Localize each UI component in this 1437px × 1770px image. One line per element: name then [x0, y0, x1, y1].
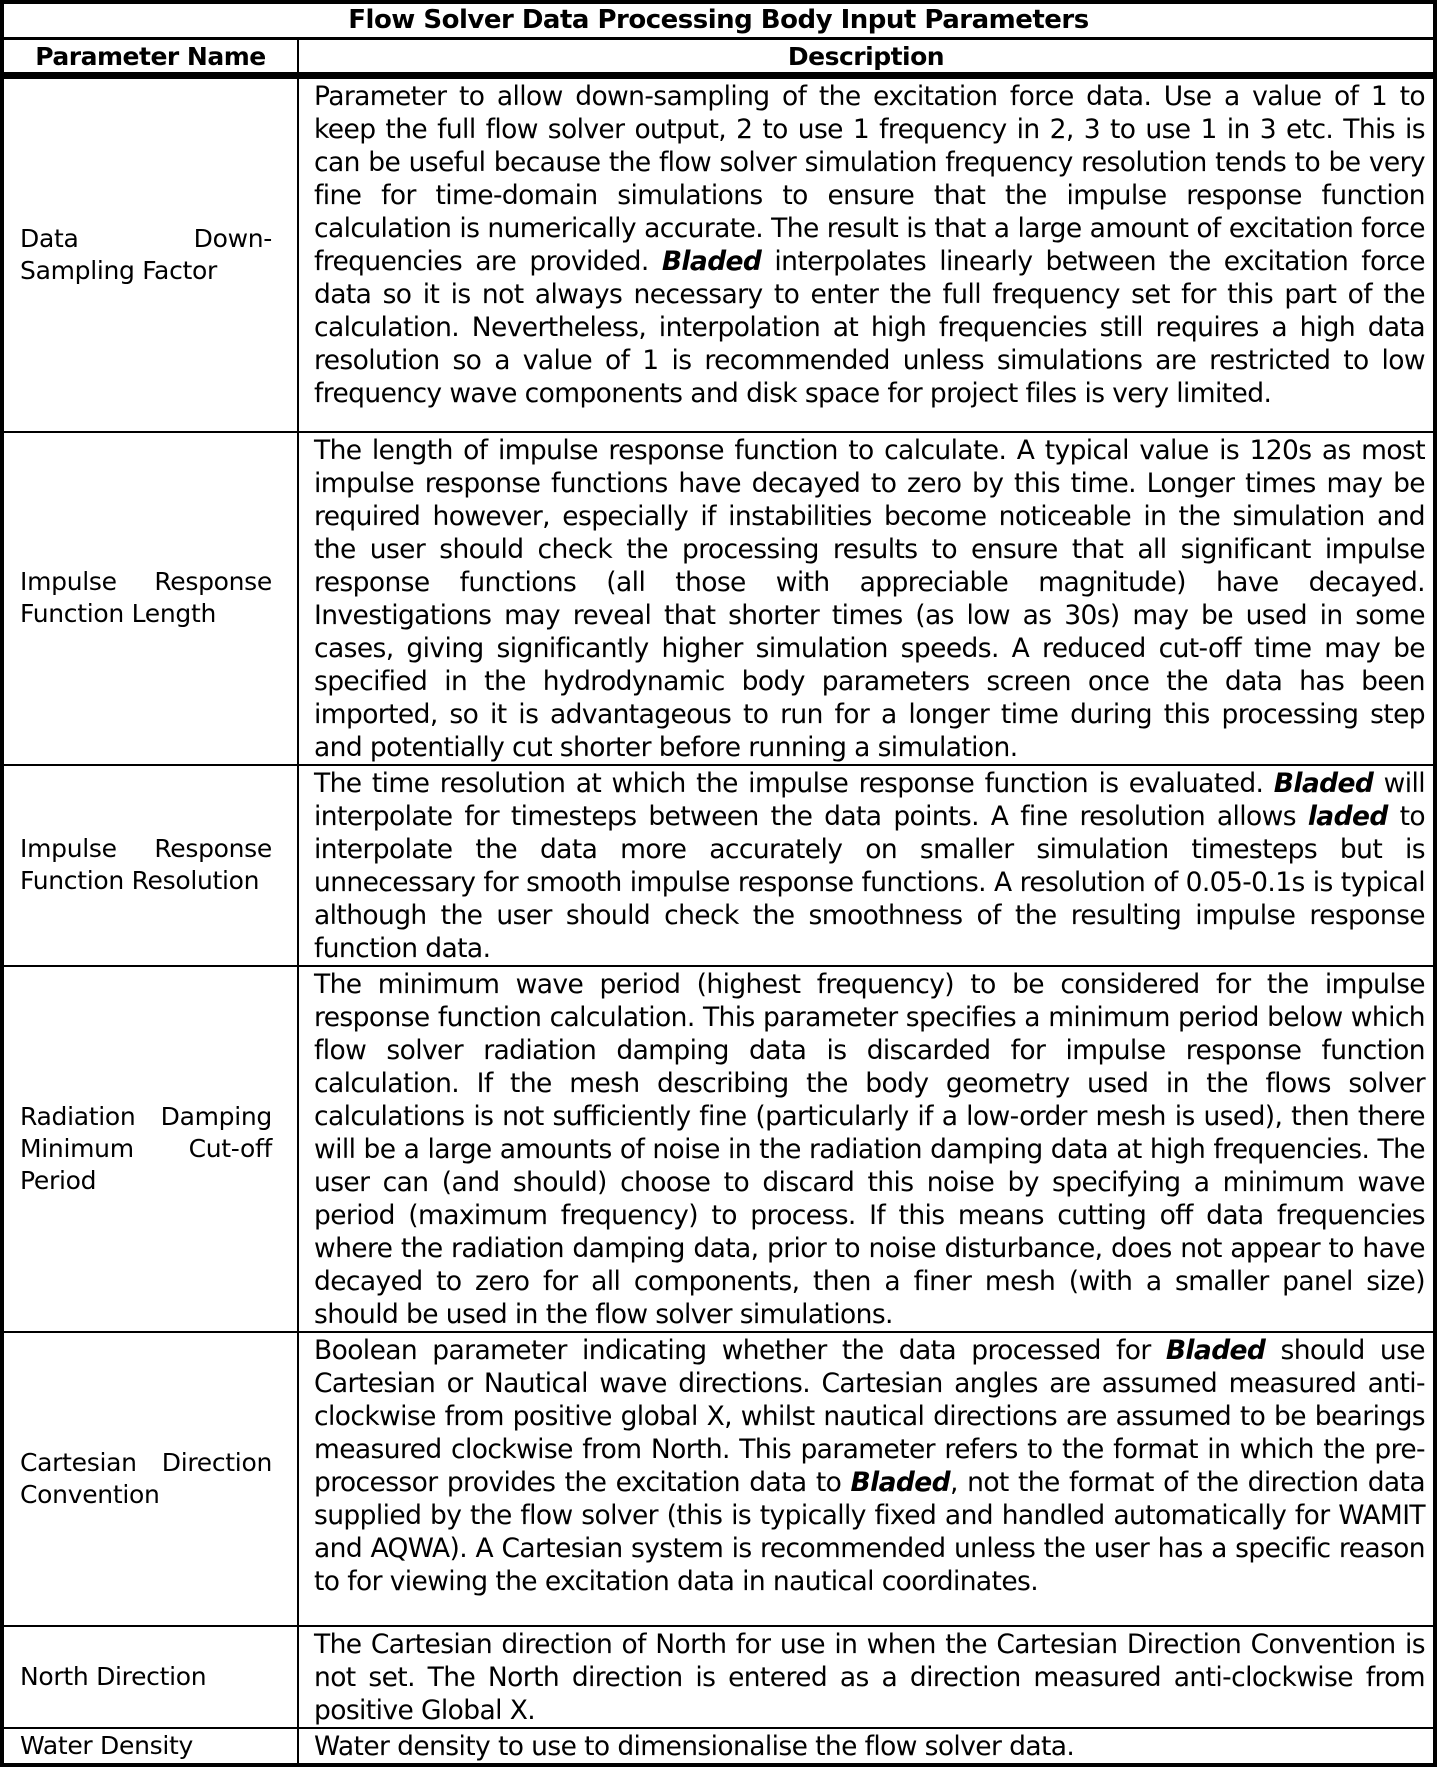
description-cell: [298, 432, 1435, 765]
description-cell: [298, 765, 1435, 966]
description-segment: interpolates linearly between the excitation force data so it is not always necessary to enter the full frequency set for this part of the calculation. Nevertheless, interpolation at high frequencies still requires a high data resolution so a value of 1 is recommended unless simulations are restricted to low frequency wave components and disk space for project files is very limited.: [314, 246, 1425, 409]
parameter-name-cell: Impulse Response Function Length: [2, 432, 298, 765]
description-segment: Parameter to allow down-sampling of the excitation force data. Use a value of 1 to keep the full flow solver output, 2 to use 1 frequency in 2, 3 to use 1 in 3 etc. This is can be useful because the flow solver simulation frequency resolution tends to be very fine for time-domain simulations to ensure that the impulse response function calculation is numerically accurate. The result is that a large amount of excitation force frequencies are provided.: [314, 81, 1425, 277]
description-text: [299, 1627, 1433, 1727]
product-name-emphasis: Bladed: [1273, 767, 1374, 799]
description-cell: [298, 1332, 1435, 1626]
description-cell: [298, 76, 1435, 432]
product-name-emphasis: Bladed: [661, 246, 762, 277]
description-cell: [298, 1626, 1435, 1728]
parameter-name-cell: Cartesian Direction Convention: [2, 1332, 298, 1626]
parameter-name-cell: Water Density: [2, 1728, 298, 1765]
column-header-row: [2, 39, 1435, 76]
product-name-emphasis: laded: [1307, 800, 1388, 832]
description-segment: should use Cartesian or Nautical wave directions. Cartesian angles are assumed measured anti-clockwise from positive global X, whilst nautical directions are assumed to be bearings measured clockwise from North. This parameter refers to the format in which the pre-processor provides the excitation data to: [314, 1334, 1426, 1498]
product-name-emphasis: Bladed: [1165, 1334, 1266, 1366]
description-segment: Water density to use to dimensionalise the flow solver data.: [314, 1730, 1075, 1762]
description-text: [299, 79, 1433, 410]
description-segment: The Cartesian direction of North for use in when the Cartesian Direction Convention is not set. The North direction is entered as a direction measured anti-clockwise from positive Global X.: [314, 1628, 1425, 1726]
product-name-emphasis: Bladed: [850, 1466, 951, 1498]
description-segment: , not the format of the direction data supplied by the flow solver (this is typically fixed and handled automatically for WAMIT and AQWA). A Cartesian system is recommended unless the user has a specific reason to for viewing the excitation data in nautical coordinates.: [314, 1466, 1425, 1597]
description-segment: The minimum wave period (highest frequency) to be considered for the impulse response function calculation. This parameter specifies a minimum period below which flow solver radiation damping data is discarded for impulse response function calculation. If the mesh describing the body geometry used in the flows solver calculations is not sufficiently fine (particularly if a low-order mesh is used), then there will be a large amounts of noise in the radiation damping data at high frequencies. The user can (and should) choose to discard this noise by specifying a minimum wave period (maximum frequency) to process. If this means cutting off data frequencies where the radiation damping data, prior to noise disturbance, does not appear to have decayed to zero for all components, then a finer mesh (with a smaller panel size) should be used in the flow solver simulations.: [314, 968, 1425, 1330]
description-text: [299, 1729, 1433, 1763]
parameter-name-cell: Data Down-Sampling Factor: [2, 76, 298, 432]
table-row: [2, 1332, 1435, 1626]
table-body: [2, 76, 1435, 1765]
description-cell: [298, 1728, 1435, 1765]
description-cell: [298, 966, 1435, 1332]
parameter-name-cell: North Direction: [2, 1626, 298, 1728]
table-row: [2, 76, 1435, 432]
table-row: [2, 966, 1435, 1332]
description-text: [299, 1333, 1433, 1598]
table-row: [2, 432, 1435, 765]
table-row: [2, 765, 1435, 966]
title-row: [2, 2, 1435, 39]
description-text: [299, 433, 1433, 764]
column-header-parameter-name: Parameter Name: [2, 39, 298, 76]
description-segment: Boolean parameter indicating whether the data processed for: [314, 1334, 1166, 1366]
parameter-name-cell: Radiation Damping Minimum Cut-off Period: [2, 966, 298, 1332]
description-segment: will interpolate for timesteps between the data points. A fine resolution allows: [314, 767, 1426, 832]
description-segment: The time resolution at which the impulse response function is evaluated.: [314, 767, 1274, 799]
description-segment: The length of impulse response function to calculate. A typical value is 120s as most impulse response functions have decayed to zero by this time. Longer times may be required however, especially if instabilities become noticeable in the simulation and the user should check the processing results to ensure that all significant impulse response functions (all those with appreciable magnitude) have decayed. Investigations may reveal that shorter times (as low as 30s) may be used in some cases, giving significantly higher simulation speeds. A reduced cut-off time may be specified in the hydrodynamic body parameters screen once the data has been imported, so it is advantageous to run for a longer time during this processing step and potentially cut shorter before running a simulation.: [314, 434, 1425, 763]
description-segment: to interpolate the data more accurately on smaller simulation timesteps but is unnecessary for smooth impulse response functions. A resolution of 0.05-0.1s is typical although the user should check the smoothness of the resulting impulse response function data.: [314, 800, 1425, 964]
description-text: [299, 766, 1433, 965]
table-row: [2, 1626, 1435, 1728]
column-header-description: Description: [298, 39, 1435, 76]
parameter-name-cell: Impulse Response Function Resolution: [2, 765, 298, 966]
table-title: Flow Solver Data Processing Body Input Parameters: [2, 2, 1435, 39]
table-row: [2, 1728, 1435, 1765]
description-text: [299, 967, 1433, 1331]
